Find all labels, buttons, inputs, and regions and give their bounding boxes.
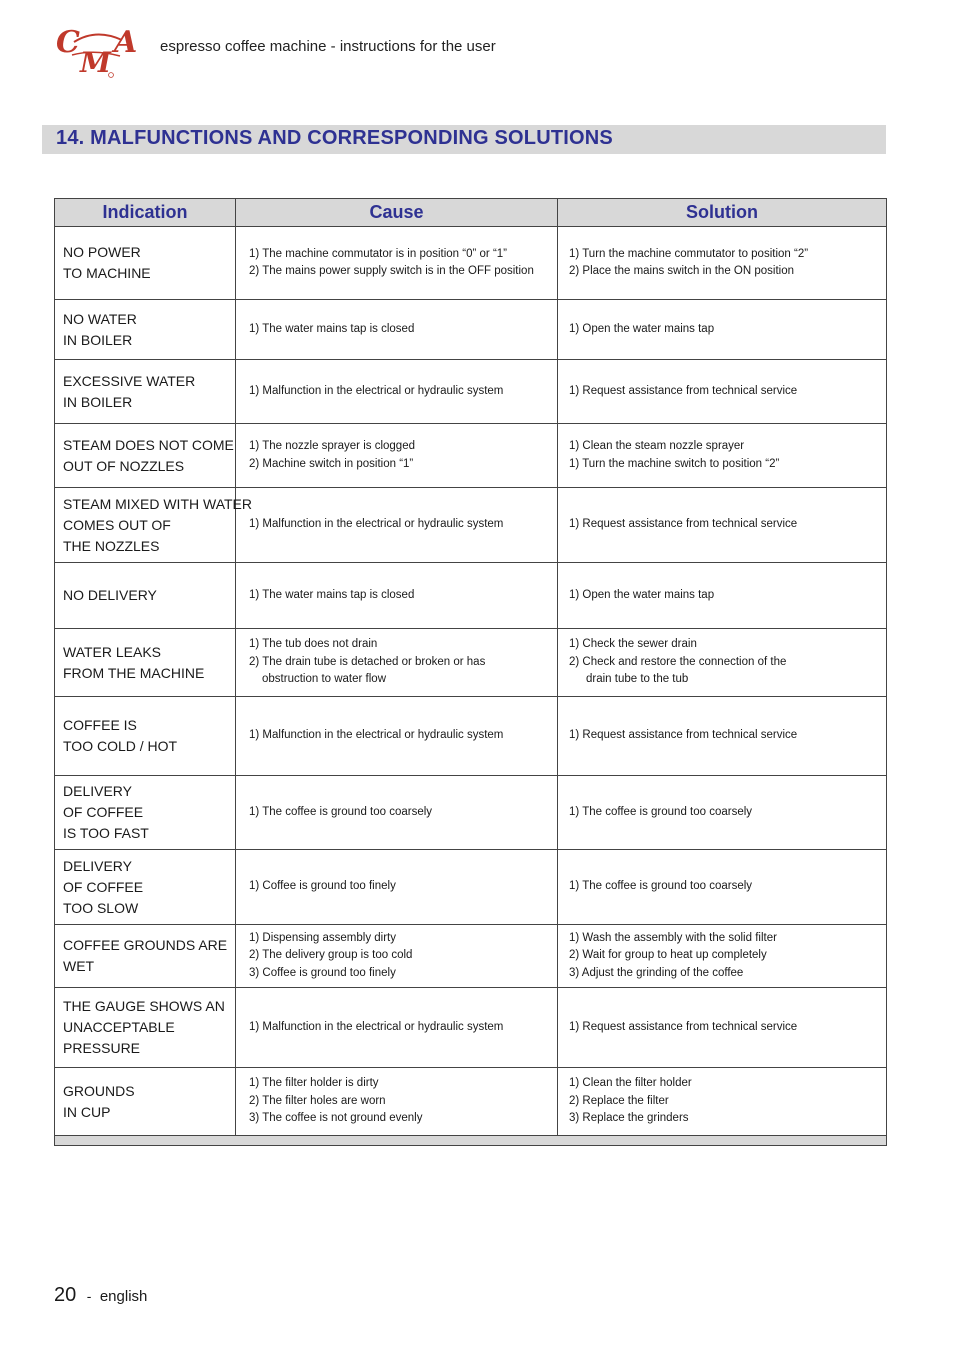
indication-cell (55, 227, 236, 300)
page-footer (54, 1284, 147, 1307)
indication-cell-line: UNACCEPTABLE (63, 1019, 175, 1035)
cause-cell-line: 2) The mains power supply switch is in the OFF position (249, 265, 534, 277)
cause-cell-line: 1) The tub does not drain (249, 638, 378, 651)
solution-cell (558, 563, 887, 629)
indication-cell-line: PRESSURE (63, 1040, 141, 1056)
table-row (55, 1068, 887, 1136)
cause-cell-line: 1) The coffee is ground too coarsely (249, 805, 433, 818)
indication-cell-line: THE NOZZLES (63, 537, 160, 554)
solution-cell-line: 1) The coffee is ground too coarsely (569, 880, 753, 893)
cause-cell-line: obstruction to water flow (262, 673, 387, 686)
cause-cell (236, 776, 558, 850)
cause-cell-line: 2) The filter holes are worn (249, 1094, 386, 1107)
malfunctions-table (54, 198, 887, 1146)
cause-cell (236, 697, 558, 776)
solution-cell-line: 1) Open the water mains tap (569, 588, 715, 601)
solution-cell (558, 488, 887, 563)
cause-cell (236, 360, 558, 424)
svg-text:C: C (56, 25, 80, 60)
solution-cell-line: 1) Clean the filter holder (569, 1077, 692, 1090)
solution-cell-line: 1) Clean the steam nozzle sprayer (569, 440, 745, 452)
svg-text:A: A (114, 25, 138, 60)
cause-cell-line: 1) Malfunction in the electrical or hydraulic system (249, 1020, 504, 1033)
solution-cell-line: 1) Request assistance from technical service (569, 729, 798, 742)
indication-cell-line: WATER LEAKS (63, 643, 162, 660)
indication-cell-line: IN BOILER (63, 393, 133, 410)
table-row (55, 629, 887, 697)
indication-cell (55, 776, 236, 850)
cause-cell-line: 1) The water mains tap is closed (249, 322, 415, 335)
column-header-solution: Solution (558, 199, 887, 227)
cause-cell-line: 1) Coffee is ground too finely (249, 880, 396, 893)
svg-text:M: M (80, 46, 111, 79)
cause-cell-line: 2) The drain tube is detached or broken or has (249, 655, 486, 668)
indication-cell-line: OUT OF NOZZLES (63, 457, 185, 474)
indication-cell-line: NO POWER (63, 244, 141, 260)
solution-cell-line: 1) Request assistance from technical service (569, 384, 798, 397)
solution-cell (558, 1068, 887, 1136)
indication-cell-line: NO DELIVERY (63, 587, 157, 603)
page-number: 20 (54, 1284, 77, 1306)
solution-cell (558, 360, 887, 424)
cause-cell (236, 563, 558, 629)
indication-cell-line: TOO COLD / HOT (63, 738, 178, 754)
solution-cell-line: drain tube to the tub (586, 673, 689, 686)
solution-cell (558, 697, 887, 776)
indication-cell-line: COFFEE IS (63, 717, 137, 733)
table-row (55, 227, 887, 300)
indication-cell (55, 300, 236, 360)
section-title-bar (42, 125, 886, 154)
solution-cell-line: 3) Adjust the grinding of the coffee (569, 966, 744, 979)
table-footer-cell (55, 1136, 887, 1146)
solution-cell-line: 1) Open the water mains tap (569, 322, 715, 335)
table-row (55, 988, 887, 1068)
solution-cell-line: 1) Request assistance from technical service (569, 518, 798, 531)
indication-cell-line: TO MACHINE (63, 265, 151, 281)
solution-cell-line: 1) Request assistance from technical service (569, 1020, 798, 1033)
cause-cell (236, 850, 558, 925)
page-separator: - (86, 1288, 92, 1304)
solution-cell (558, 629, 887, 697)
indication-cell-line: STEAM DOES NOT COME (63, 436, 234, 453)
cause-cell-line: 2) Machine switch in position “1” (249, 457, 414, 470)
cause-cell (236, 629, 558, 697)
indication-cell-line: NO WATER (63, 310, 137, 327)
cause-cell-line: 1) Malfunction in the electrical or hydraulic system (249, 518, 504, 531)
table-header-row (55, 199, 887, 227)
indication-cell-line: FROM THE MACHINE (63, 664, 205, 681)
cause-cell-line: 3) Coffee is ground too finely (249, 966, 396, 979)
table-row (55, 776, 887, 850)
page-language: english (99, 1288, 148, 1305)
indication-cell (55, 850, 236, 925)
solution-cell (558, 424, 887, 488)
cause-cell-line: 1) Malfunction in the electrical or hydraulic system (249, 384, 504, 397)
solution-cell (558, 300, 887, 360)
indication-cell-line: THE GAUGE SHOWS AN (63, 998, 225, 1014)
indication-cell-line: TOO SLOW (63, 899, 139, 916)
cause-cell-line: 1) Dispensing assembly dirty (249, 931, 397, 944)
cause-cell (236, 227, 558, 300)
solution-cell (558, 925, 887, 988)
solution-cell-line: 1) Check the sewer drain (569, 638, 697, 651)
indication-cell-line: OF COFFEE (63, 878, 144, 895)
document-header-title: espresso coffee machine - instructions for the user (160, 38, 496, 55)
table-row (55, 424, 887, 488)
table-row (55, 925, 887, 988)
solution-cell-line: 1) Wash the assembly with the solid filter (569, 931, 777, 944)
cause-cell (236, 488, 558, 563)
indication-cell (55, 629, 236, 697)
indication-cell (55, 563, 236, 629)
cause-cell (236, 1068, 558, 1136)
indication-cell-line: COMES OUT OF (63, 516, 171, 533)
indication-cell-line: COFFEE GROUNDS ARE (63, 937, 228, 953)
table-row (55, 850, 887, 925)
solution-cell-line: 2) Check and restore the connection of the (569, 655, 787, 668)
indication-cell-line: EXCESSIVE WATER (63, 372, 196, 389)
indication-cell-line: DELIVERY (63, 783, 132, 799)
malfunctions-table-wrapper (54, 198, 886, 1146)
cause-cell (236, 300, 558, 360)
indication-cell-line: IN CUP (63, 1103, 111, 1120)
cause-cell-line: 1) Malfunction in the electrical or hydraulic system (249, 729, 504, 742)
cause-cell (236, 988, 558, 1068)
cause-cell-line: 1) The filter holder is dirty (249, 1077, 379, 1090)
indication-cell (55, 697, 236, 776)
column-header-cause: Cause (236, 199, 558, 227)
section-title: 14. MALFUNCTIONS AND CORRESPONDING SOLUTIONS (56, 127, 613, 149)
solution-cell-line: 1) The coffee is ground too coarsely (569, 805, 753, 818)
indication-cell-line: GROUNDS (63, 1082, 135, 1099)
indication-cell (55, 360, 236, 424)
cause-cell (236, 424, 558, 488)
indication-cell-line: WET (63, 958, 95, 974)
solution-cell-line: 1) Turn the machine switch to position “2” (569, 457, 780, 470)
cause-cell-line: 3) The coffee is not ground evenly (249, 1112, 423, 1125)
column-header-indication: Indication (55, 199, 236, 227)
solution-cell (558, 776, 887, 850)
solution-cell-line: 2) Wait for group to heat up completely (569, 949, 767, 962)
table-row (55, 360, 887, 424)
indication-cell (55, 1068, 236, 1136)
indication-cell (55, 488, 252, 563)
solution-cell-line: 2) Place the mains switch in the ON position (569, 265, 794, 277)
indication-cell-line: DELIVERY (63, 857, 132, 874)
solution-cell-line: 2) Replace the filter (569, 1094, 669, 1107)
cma-logo (56, 22, 146, 80)
solution-cell (558, 227, 887, 300)
table-row (55, 488, 887, 563)
table-row (55, 563, 887, 629)
cause-cell-line: 1) The machine commutator is in position “0” or “1” (249, 247, 507, 260)
indication-cell-line: OF COFFEE (63, 804, 144, 820)
indication-cell-line: IN BOILER (63, 331, 133, 348)
solution-cell-line: 3) Replace the grinders (569, 1112, 689, 1125)
indication-cell (55, 424, 236, 488)
solution-cell-line: 1) Turn the machine commutator to position “2” (569, 247, 809, 260)
indication-cell-line: IS TOO FAST (63, 825, 149, 841)
cause-cell (236, 925, 558, 988)
cause-cell-line: 1) The water mains tap is closed (249, 588, 415, 601)
table-row (55, 697, 887, 776)
cause-cell-line: 2) The delivery group is too cold (249, 949, 413, 962)
indication-cell (55, 925, 236, 988)
indication-cell-line: STEAM MIXED WITH WATER (63, 495, 252, 512)
solution-cell (558, 850, 887, 925)
solution-cell (558, 988, 887, 1068)
cause-cell-line: 1) The nozzle sprayer is clogged (249, 440, 415, 452)
table-row (55, 300, 887, 360)
cma-logo-icon (56, 22, 146, 80)
indication-cell (55, 988, 236, 1068)
table-footer-band (55, 1136, 887, 1146)
